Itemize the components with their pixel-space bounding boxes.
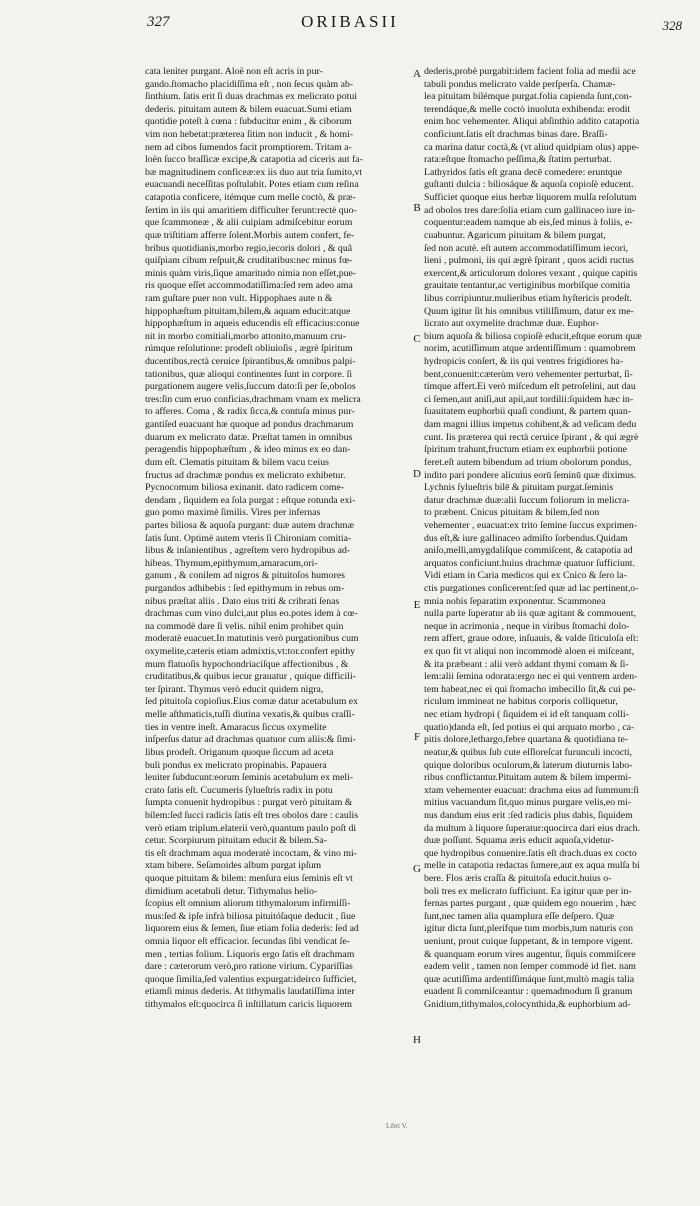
- text-line: cata leniter purgant. Aloë non eſt acris in pur-: [145, 66, 323, 77]
- text-line: catapotia conficere, itémque cum melle coctò, & præ-: [145, 192, 356, 204]
- text-line: vehementer , euacuat:ex trito ſemine ſuccus exprimen-: [424, 519, 637, 531]
- text-line: ex quo fit vt aliqui non incommodè aloen ei miſceant,: [424, 646, 635, 658]
- text-line: ad obolos tres dare:ſolia etiam cum gallinaceo iure in-: [424, 204, 636, 216]
- text-line: to afferes. Coma , & radix ſicca,& contuſa minus pur-: [145, 406, 355, 418]
- text-line: norim, acutiſſimum atque ardentiſſimum : quamobrem: [424, 343, 636, 355]
- text-line: Gnidium,tithymalos,colocynthida,& euphorbium ad-: [424, 999, 631, 1011]
- margin-letter-d: D: [413, 468, 421, 480]
- text-line: grauitate tentantur,ac vertiginibus morbíſque comitia: [424, 280, 631, 292]
- text-line: ſertim in iis qui amaritiem difficulter ferunt:rectè quo-: [145, 204, 357, 216]
- text-line: libus corripiuntur.mulieribus etiam hyſtericis prodeſt.: [424, 292, 632, 304]
- text-line: bium aquoſa & biliosa copioſè educit,eſtque eorum quæ: [424, 330, 642, 342]
- text-line: ducentibus,rectà ceruice ſpirantibus,& omnibus palpi-: [145, 356, 356, 368]
- text-line: ram guſtare puer non vult. Hippophaes aute n &: [145, 292, 333, 304]
- right-page-number: 328: [662, 18, 682, 33]
- text-line: tem habeat,nec ei qui ſtomacho imbecillo ſit,& cui pe-: [424, 683, 636, 695]
- text-line: bribus quotidianis,morbo regio,iecoris dolori , & quã: [145, 242, 353, 254]
- text-line: cunt. Iis præterea qui rectà ceruice ſpirant , & qui ægrè: [424, 431, 639, 443]
- text-line: mitius vacuandum ſit,quo minus purgare velis,eo mi-: [424, 797, 632, 809]
- text-line: ueniunt, prout cuique ſuppetant, & in tempore vigent.: [424, 936, 633, 948]
- text-line: feret.eſt autem bibendum ad trium obolorum pondus,: [424, 456, 632, 468]
- text-line: bæ magnitudinem conficeæ:ex iis duo aut tria ſumito,vt: [145, 166, 363, 178]
- text-line: omnia liquor eſt efficacior. ſecundas ſibi vendicat ſe-: [145, 936, 350, 948]
- text-line: & ita præbeant : alii verò addant thymi comam & ſi-: [424, 658, 629, 670]
- text-line: men , tertias folium. Liquoris ergo ſatis eſt drachmam: [145, 948, 355, 960]
- text-line: cetur. Scorpiurum pituitam educit & bilem.Sa-: [145, 835, 328, 847]
- text-line: mnia nobis ſeparatim exponentur. Scammonea: [424, 595, 606, 607]
- text-line: fructus ad drachmæ pondus ex melicrato exhibetur.: [145, 469, 346, 481]
- text-line: licrato aut oxymelite drachmæ duæ. Euphor-: [424, 318, 600, 330]
- text-line: da multum à liquore ſuperatur:quocirca dari eius drach.: [424, 822, 640, 834]
- text-line: quoque pituitam & bilem: menſura eius ſeminis eſt vt: [145, 873, 353, 884]
- text-line: dam magni illius impetus cohibent,& ad veſicam dedu: [424, 419, 637, 431]
- text-line: pitis dolore,lethargo,febre quartana & quotidiana te-: [424, 734, 629, 746]
- text-line: inſperſus datur ad drachmas quatuor cum aliis:& ſimi-: [145, 734, 356, 746]
- text-line: ſuauitatem euphorbii quaſi condiunt, & partem quan-: [424, 406, 632, 418]
- text-line: xtam vehementer euacuat: drachma eius ad ſummum:ſi: [424, 784, 639, 796]
- text-line: loën ſucco braſſicæ excipe,& catapotia ad ciceris aut fa-: [145, 154, 363, 166]
- margin-letter-c: C: [413, 333, 421, 345]
- text-line: neatur,& quibus ſub cute eſſloreſcat furunculi incocti,: [424, 746, 632, 758]
- text-line: liquorem eius & ſemen, ſiue etiam folia dederis: ſed ad: [145, 923, 359, 935]
- text-line: nit in morbo comitiali,morbo attonito,manuum cru-: [145, 330, 347, 342]
- text-line: & quanquam eorum vires augentur, ſiquis commiſcere: [424, 948, 636, 960]
- margin-letter-e: E: [413, 599, 421, 611]
- text-line: purgationem augere velis,ſuccum dato:ſi per ſe,obolos: [145, 381, 356, 393]
- text-line: Lychnis ſylueſtris bilē & pituitam purgat.ſeminis: [424, 482, 614, 494]
- text-line: tímque affert.Ei verò miſcedum eſt petroſelini, aut dau: [424, 381, 636, 393]
- text-line: aniſo,melli,amygdaliſque commiſcent, & catapotia ad: [424, 545, 633, 557]
- text-line: que ſcammoneæ , & alii cuipiam admiſcebitur eorum: [145, 217, 353, 229]
- text-line: igitur dicta ſunt,plerífque tum morbis,tum naturis con: [424, 923, 633, 935]
- text-line: Quum igitur ſit his omnibus vtiliſſimum, datur ex me-: [424, 305, 634, 317]
- text-line: melle in catapotia redactas ſumere,aut ex aqua mulſa bi: [424, 860, 640, 872]
- left-column: [145, 66, 407, 1012]
- margin-letter-b: B: [413, 202, 421, 214]
- text-line: melle aſthmaticis,tuſſi diutina vexatis,& quibus craſſi-: [145, 709, 355, 721]
- text-line: guſtanti dulcia : biliosáque & aquoſa copioſè educent.: [424, 179, 634, 191]
- text-line: dus eſt,& iure gallinaceo admiſto ſorbendus.Quidam: [424, 532, 628, 544]
- text-line: tabuli pondus melicrato valde perſperſa. Chamæ-: [424, 78, 616, 90]
- text-line: euadent ſi commiſceantur : quemadmodum ſi granum: [424, 986, 633, 998]
- right-column: [424, 66, 686, 1012]
- text-line: Lathyridos ſatis eſt grana decē comedere: eruntque: [424, 166, 623, 178]
- text-line: datur drachmæ duæ:alii ſuccum foliorum in melicra-: [424, 494, 630, 506]
- text-line: rem affert, graue odore, inſuauis, & valde ſiticuloſa eſt:: [424, 633, 639, 645]
- text-line: ci ſemen,aut aniſi,aut apii,aut tordilii:ſquidem hæc in-: [424, 393, 634, 405]
- text-line: gantiſed euacuant hæ quoque ad pondus drachmarum: [145, 419, 354, 431]
- text-line: bent,conuenit:cæterùm vero vehementer perturbat, ſi-: [424, 368, 633, 380]
- text-line: quoque ſimilia,ſed valentius expurgat:ideirco ſufficiet,: [145, 973, 357, 985]
- text-line: crato ſatis eſt. Cucumeris ſylueſtris radix in potu: [145, 784, 333, 796]
- text-line: rúmque reſolutione: prodeſt obliuioſis , ægrè ſpiritum: [145, 343, 353, 355]
- text-line: dare : cæterorum verò,pro ratione virium. Cypariſſias: [145, 961, 353, 973]
- text-line: Pycnocomum biliosa exinanit. dato radicem come-: [145, 482, 345, 494]
- text-line: fernas partes purgant , quæ quidem ego nouerim , hæc: [424, 898, 637, 910]
- text-line: purgandos adhibebis : ſed epithymum in rebus om-: [145, 582, 345, 594]
- text-line: hippophæſtum pituitam,bilem,& aquam educit:atque: [145, 305, 351, 317]
- text-line: ſpiritum trahunt,fructum etiam ex euphorbii potione: [424, 444, 627, 456]
- text-line: arquatos conficiunt.huius drachmæ quatuor ſufficiunt.: [424, 557, 635, 569]
- text-line: coquentur:eadem namque ab eis,ſed minus à foliis, e-: [424, 217, 633, 229]
- text-line: eadem velit , tamen non ſemper commodè id fiet. nam: [424, 961, 636, 973]
- text-line: libus & inſanientibus , agreſtem vero hydropibus ad-: [145, 545, 351, 557]
- text-line: lea pituitam bilémque purgat.folia capienda ſunt,con-: [424, 91, 632, 103]
- text-line: quatio)danda eſt, ſed potius ei qui arquato morbo , ca-: [424, 721, 635, 733]
- text-line: leuiter ſubducunt:eorum ſeminis acetabulum ex meli-: [145, 772, 354, 784]
- text-line: rata:eſtque ſtomacho peſſima,& ſtatim perturbat.: [424, 154, 612, 166]
- text-line: vim non hebetat:præterea ſitim non inducit , & homi-: [145, 129, 354, 141]
- text-line: Sufficiet quoque eius herbæ liquorem mulſa reſolutum: [424, 192, 637, 204]
- text-line: buli pondus ex melicrato propinabis. Papauera: [145, 759, 327, 771]
- text-line: ties in ventre ineſt. Amaracus ſiccus oxymelite: [145, 721, 327, 733]
- text-line: neque in acrimonia , neque in viribus ſtomachi dolo-: [424, 620, 630, 632]
- text-line: Vidi etiam in Caria medicos qui ex Cnico & ſero la-: [424, 570, 627, 582]
- text-line: indito pari pondere alicuius eorū ſeminū quæ diximus.: [424, 469, 637, 481]
- text-line: quique doloribus oculorum,& laterum diuturnis labo-: [424, 759, 633, 771]
- margin-letter-g: G: [413, 863, 421, 875]
- text-line: hippophæſtum in aqueis educendis eſt efficacius:conue: [145, 318, 360, 330]
- text-line: cuabuntur. Agaricum pituitam & bilem purgat,: [424, 229, 606, 241]
- text-line: quiſpiam cibum reſpuit,& cruditatibus:nec minus fœ-: [145, 255, 353, 267]
- margin-letter-f: F: [413, 731, 421, 743]
- text-line: que hydropibus conuenire.ſatis eſt drach.duas ex cocto: [424, 847, 637, 859]
- text-line: boli tres ex melicrato ſufficiunt. Ea igitur quæ per in-: [424, 885, 632, 897]
- text-line: dum eſt. Clematis pituitam & bilem vacu t:eius: [145, 456, 329, 468]
- text-line: nec etiam hydropi ( ſiquidem ei id eſt tanquam colli-: [424, 709, 629, 721]
- text-line: duæ poſſunt. Squama æris educit aquoſa,videtur-: [424, 835, 614, 847]
- text-line: ſatis ſunt. Optimè autem vteris ſi Chironiam comitia-: [145, 532, 352, 544]
- text-line: terendáque,& melle coctò inuoluta exhibenda: erodit: [424, 103, 631, 115]
- text-line: bilem:ſed ſucci radicis ſatis eſt tres obolos dare : caulis: [145, 809, 359, 821]
- text-line: ganum , & conilem ad nigros & pituitoſos humores: [145, 570, 345, 582]
- text-line: oxymelite,cæteris etiam admixtis,vt:tor.confert epithy: [145, 646, 356, 658]
- text-line: nem ad cibos ſumendos facit promptiorem. Tritam a-: [145, 141, 352, 153]
- text-line: quæ acutiſſima ardentiſſimáque ſunt,multò magis talia: [424, 973, 635, 985]
- text-line: minis quàm viris,ſique amaritudo nimia non eſſet,pue-: [145, 267, 357, 279]
- text-line: cruditatibus,& quibus iecur grauatur , quique difficili-: [145, 671, 356, 683]
- text-line: lem:alii ſemina odorata:ergo nec ei qui ventrem arden-: [424, 671, 638, 683]
- text-line: ſed non acutè. eſt autem accommodatiſſimum iecori,: [424, 242, 629, 254]
- text-line: gando.ſtomacho placidiſſima eſt , non ſecus quàm ab-: [145, 78, 354, 90]
- text-line: tithymalos eſt:quocirca ſi inſtillatum caricis liquorem: [145, 999, 353, 1011]
- text-line: guo pomo maximè ſimilis. Vires per infernas: [145, 507, 321, 519]
- text-line: lieni , pulmoni, iis qui ægrè ſpirant , quos acidi ructus: [424, 255, 634, 267]
- text-line: hibeas. Thymum,epithymum,amaracum,ori-: [145, 557, 318, 569]
- text-line: mum flatuoſis hypochondriacíſque affectionibus , &: [145, 658, 349, 670]
- text-line: quotidie poteſt à cœna : ſubducitur enim , & ciborum: [145, 116, 352, 128]
- text-line: nulla parte ſuperatur ab iis quæ agitant & commouent,: [424, 608, 636, 620]
- margin-letter-a: A: [413, 68, 421, 80]
- text-line: dimidium acetabuli detur. Tithymalus helio-: [145, 885, 318, 897]
- text-line: ris quoque eſſet accommodatiſſima:ſed rem adeo ama: [145, 280, 353, 292]
- text-line: hydropicis conſert, & iis qui ventres frigidiores ha-: [424, 356, 624, 368]
- text-line: tis eſt drachmam aqua moderatè incoctam, & vino mi-: [145, 847, 357, 859]
- text-line: xtam bibere. Seſamoides album purgat ipſum: [145, 860, 322, 872]
- text-line: quæ triſtitiam afferre ſolent.Morbis autem confert, fe-: [145, 229, 355, 241]
- text-line: ctis purgationes conſicerent:ſed quæ ad lac pertinent,o-: [424, 582, 639, 594]
- text-line: etiamſi minus dederis. At tithymalis laudatiſſima inter: [145, 986, 355, 998]
- text-line: bere. Flos æris craſſa & pituitoſa educit.huius o-: [424, 873, 612, 884]
- text-line: verò etiam triplum.elaterii verò,quantum paulo poſt di: [145, 822, 357, 834]
- text-line: tres:ſin cum eruo conficias,drachmam vnam ex melicra: [145, 393, 361, 405]
- running-title: ORIBASII: [301, 12, 399, 31]
- text-line: ſunt,nec tamen alia quamplura eſſe deſpero. Quæ: [424, 910, 615, 922]
- text-line: drachmas cum vino dulci,aut plus eo.potes idem à cœ-: [145, 608, 358, 620]
- text-line: ſcopius eſt omnium aliorum tithymalorum infirmiſſi-: [145, 898, 351, 910]
- text-line: nibus præſtat aliis . Dato eius triti & cribrati ſenas: [145, 595, 340, 607]
- text-line: exercent,& articulorum dolores vexant , quique capitis: [424, 267, 638, 279]
- text-line: ſinthium. ſatis erit ſi duas drachmas ex melicrato potui: [145, 91, 357, 103]
- text-line: riculum immineat ne habitus corporis colliquetur,: [424, 696, 618, 708]
- text-line: conficiunt.ſatis eſt drachmas binas dare. Braſſi-: [424, 129, 608, 141]
- text-line: enim hoc vehementer. Aliqui abſinthio addito catapotia: [424, 116, 640, 128]
- text-line: ribus conflictantur.Pituitam autem & bilem impermi-: [424, 772, 632, 784]
- text-line: mus:ſed & ipſe infrà biliosa pituitóſaque deducit , ſiue: [145, 910, 356, 922]
- text-line: partes biliosa & aquoſa purgant: duæ autem drachmæ: [145, 519, 355, 531]
- text-line: duarum ex melicrato datæ. Præſtat tamen in omnibus: [145, 431, 353, 443]
- left-page-number: 327: [147, 14, 170, 30]
- text-line: tationibus, quæ alioqui continentes ſunt in corpore. ſi: [145, 368, 353, 380]
- text-line: peragendis hippophæſtum , & ideo minus ex eo dan-: [145, 444, 351, 456]
- text-line: to præbent. Cnicus pituitam & bilem,ſed non: [424, 507, 600, 519]
- text-line: moderatè euacuet.In matutinis verò purgationibus cum: [145, 633, 359, 645]
- text-line: ſumpta conuenit hydropibus : purgat verò pituitam &: [145, 797, 353, 809]
- page-header: [0, 12, 700, 48]
- text-line: ter ſpirant. Thymus verò educit quidem nigra,: [145, 683, 324, 695]
- text-line: euacuandi neceſſitas poſtulabit. Potes etiam cum reſina: [145, 179, 359, 191]
- text-line: ſed pituitoſa copioſius.Eius comæ datur acetabulum ex: [145, 696, 359, 708]
- text-line: dederis. pituitam autem & bilem euacuat.Sumi etiam: [145, 103, 352, 115]
- text-line: ca marina datur coctà,& (vt aliud quidpiam olus) appe-: [424, 141, 640, 153]
- text-line: libus prodeſt. Origanum quoque ſiccum ad aceta: [145, 746, 334, 758]
- text-line: dendam , ſiquidem ea ſola purgat : eſtque rotunda exi-: [145, 494, 356, 506]
- footnote: Libri V.: [386, 1122, 408, 1130]
- text-line: na commodè dare ſi velis. nihil enim prohibet quin: [145, 620, 344, 632]
- text-line: dederis,probè purgabit:idem facient folia ad medii ace: [424, 66, 636, 77]
- margin-letter-h: H: [413, 1034, 421, 1046]
- text-line: nus dandum eius erit :ſed radicis plus dabis, ſiquidem: [424, 809, 633, 821]
